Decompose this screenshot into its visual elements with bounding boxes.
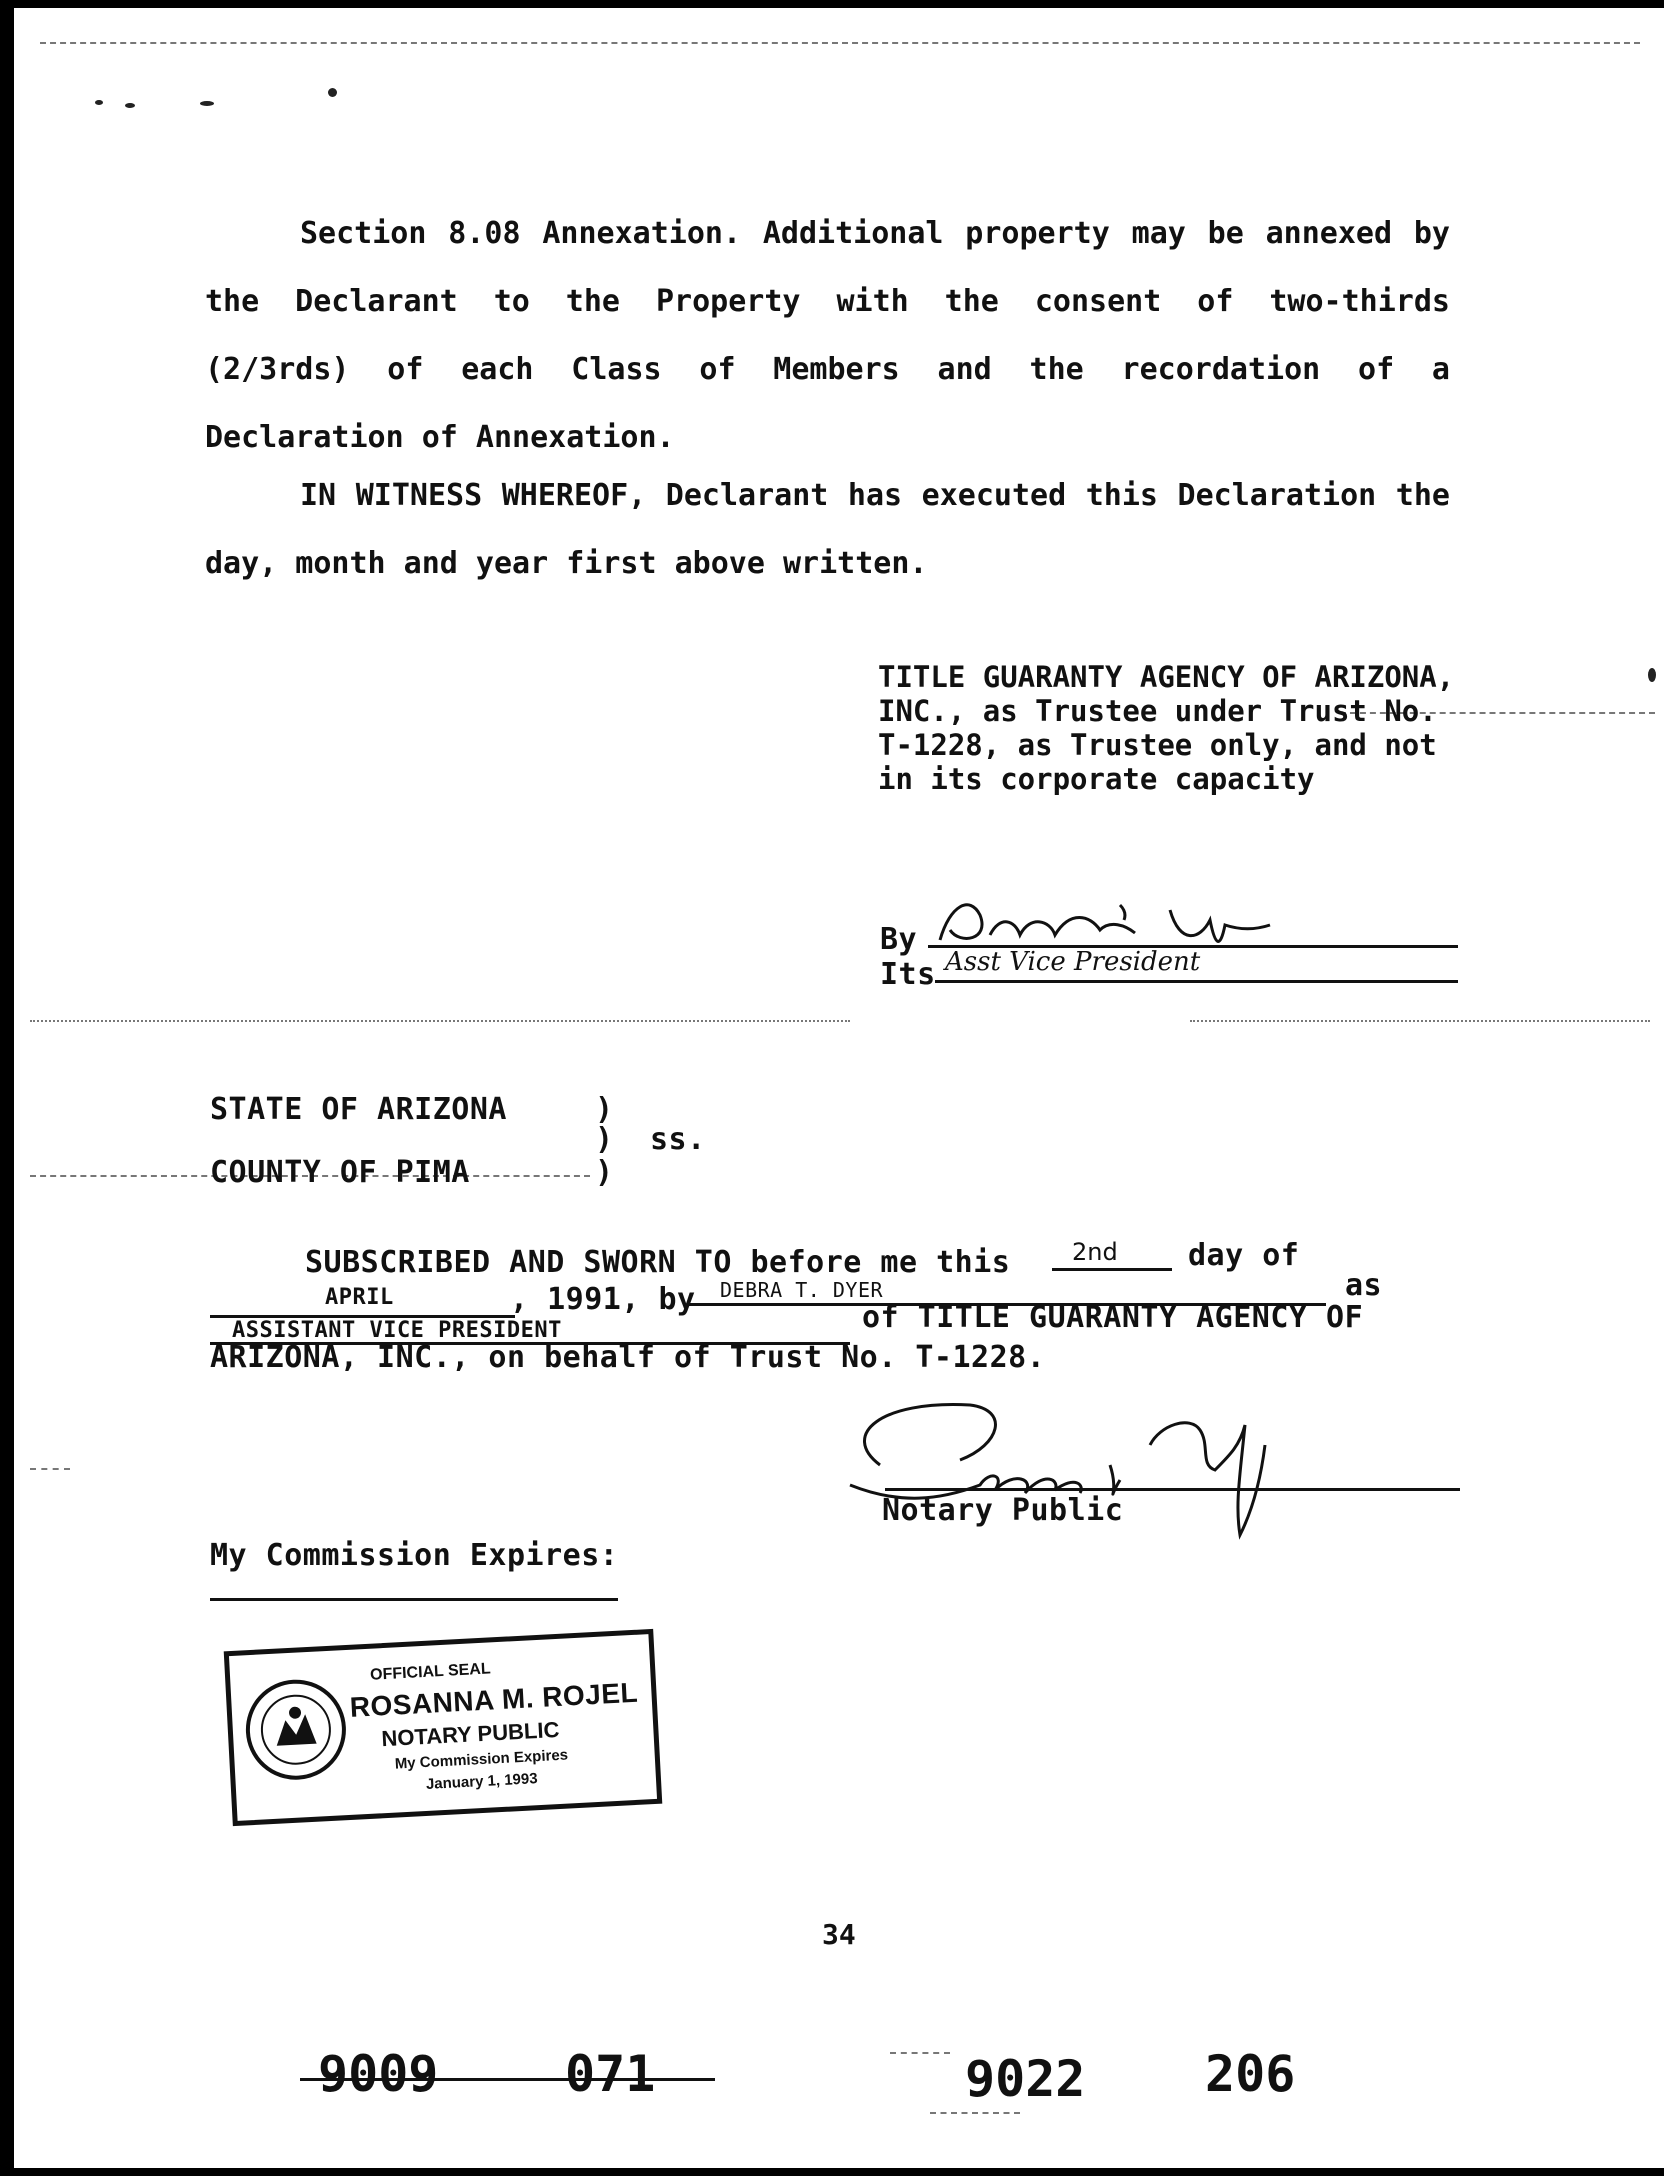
page-number: 34 <box>822 1918 856 1951</box>
scan-noise-line <box>30 1020 850 1022</box>
venue-bracket: ) <box>595 1155 614 1190</box>
scan-speck <box>1648 668 1656 682</box>
its-signature-line <box>935 980 1458 983</box>
arizona-seal-icon <box>238 1672 354 1788</box>
oath-text-2: day of <box>1188 1238 1300 1273</box>
notary-signature <box>820 1385 1380 1560</box>
oath-title: ASSISTANT VICE PRESIDENT <box>232 1318 562 1343</box>
its-label: Its <box>880 957 936 992</box>
strike-through-line <box>300 2078 715 2081</box>
scan-noise-line <box>890 2052 950 2054</box>
new-page-number: 206 <box>1205 2045 1296 2103</box>
notary-public-label: Notary Public <box>882 1493 1124 1528</box>
ss-label: ss. <box>650 1122 706 1157</box>
oath-text-1: SUBSCRIBED AND SWORN TO before me this <box>305 1245 1011 1280</box>
trustee-signature <box>920 885 1360 955</box>
commission-expires-label: My Commission Expires: <box>210 1538 619 1573</box>
stamp-official-seal: OFFICIAL SEAL <box>369 1660 492 1684</box>
witness-paragraph: IN WITNESS WHEREOF, Declarant has executed this Declaration the day, month and year first above written. <box>205 478 1450 581</box>
oath-name: DEBRA T. DYER <box>720 1278 884 1302</box>
scan-noise-line <box>40 42 1640 44</box>
venue-bracket: ) <box>595 1092 614 1127</box>
section-8-08-paragraph: Section 8.08 Annexation. Additional property may be annexed by the Declarant to the Property with the consent of two-thirds (2/3rds) of each Class of Members and the recordation of a Declaration of Annexation. <box>205 216 1450 455</box>
trustee-statement: TITLE GUARANTY AGENCY OF ARIZONA, INC., as Trustee under Trust No. T-1228, as Trustee only, and not in its corporate capacity <box>878 660 1455 796</box>
oath-as: as <box>1345 1268 1383 1303</box>
scan-noise-line <box>1190 1020 1650 1022</box>
notary-official-seal-stamp <box>224 1629 663 1826</box>
its-handwritten-title: Asst Vice President <box>945 947 1201 977</box>
scan-speck <box>328 88 337 97</box>
stamp-expiry-date: January 1, 1993 <box>425 1770 538 1793</box>
by-label: By <box>880 922 918 957</box>
oath-month: APRIL <box>325 1285 394 1310</box>
oath-year: , 1991, by <box>510 1282 696 1317</box>
scan-edge-top <box>0 0 1664 8</box>
scan-noise-line <box>930 2112 1020 2114</box>
stamp-commission-expires: My Commission Expires <box>394 1746 569 1773</box>
county-of-pima: COUNTY OF PIMA <box>210 1155 470 1190</box>
scan-noise-line <box>30 1468 70 1470</box>
oath-day: 2nd <box>1072 1238 1118 1266</box>
old-book-number: 9009 <box>318 2045 439 2103</box>
scan-speck <box>200 101 214 106</box>
venue-bracket: ) <box>595 1122 614 1157</box>
scan-speck <box>95 100 103 105</box>
scan-speck <box>125 103 135 108</box>
day-line <box>1052 1268 1172 1271</box>
oath-text-3: of TITLE GUARANTY AGENCY OF <box>862 1300 1364 1335</box>
notary-signature-line <box>885 1488 1460 1491</box>
stamp-notary-public: NOTARY PUBLIC <box>380 1716 560 1752</box>
scan-edge-left <box>0 0 14 2176</box>
stamp-notary-name: ROSANNA M. ROJEL <box>349 1676 639 1723</box>
old-page-number: 071 <box>565 2045 656 2103</box>
scan-edge-bottom <box>0 2168 1664 2176</box>
commission-line <box>210 1598 618 1601</box>
state-of-arizona: STATE OF ARIZONA <box>210 1092 507 1127</box>
new-book-number: 9022 <box>965 2050 1086 2108</box>
oath-text-4: ARIZONA, INC., on behalf of Trust No. T-1228. <box>210 1340 1046 1375</box>
